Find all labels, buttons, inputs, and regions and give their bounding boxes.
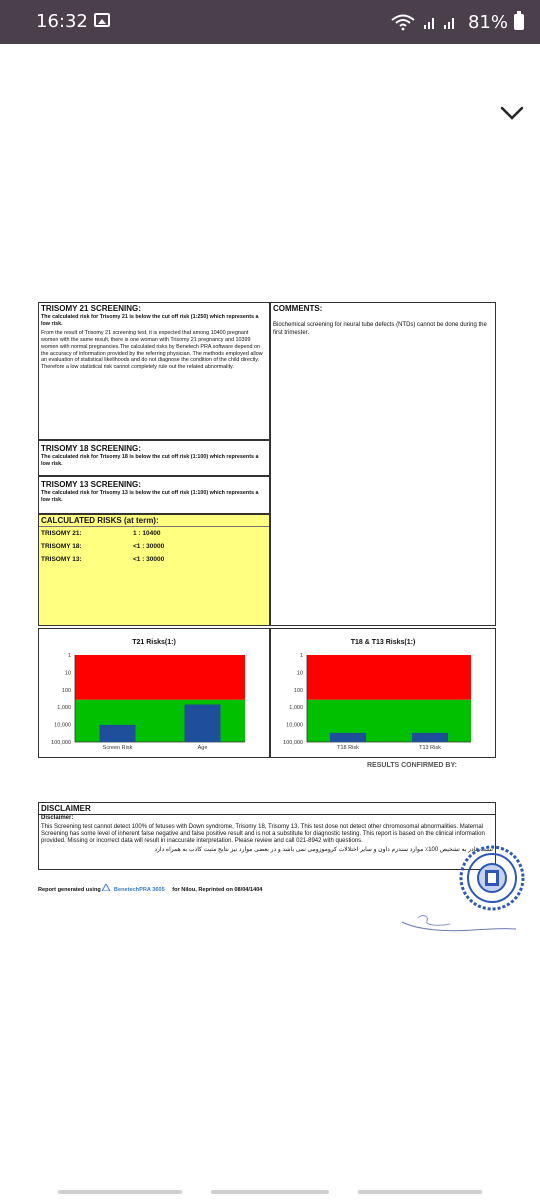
trisomy-21-title: TRISOMY 21 SCREENING: (41, 304, 141, 313)
y-tick-label: 10 (296, 670, 303, 677)
risk-row (39, 540, 269, 553)
high-risk-band (307, 655, 471, 700)
t21-chart-svg (39, 629, 269, 757)
report-footer (38, 884, 262, 893)
trisomy-18-section (38, 440, 270, 476)
t18-t13-risk-chart (270, 628, 496, 758)
navigation-bar (0, 1180, 540, 1200)
risk-row-value: <1 : 30000 (133, 543, 165, 550)
trisomy-18-summary: The calculated risk for Trisomy 18 is below the cut off risk (1:100) which represents a low risk. (41, 454, 259, 467)
benetech-logo-icon (102, 884, 112, 891)
chevron-down-icon[interactable] (498, 100, 526, 128)
t18-t13-chart-title: T18 & T13 Risks(1:) (350, 639, 416, 646)
risk-row-label: TRISOMY 18: (41, 543, 82, 550)
comments-text: Biochemical screening for neural tube defects (NTDs) cannot be done during the first trimester. (273, 322, 487, 336)
y-tick-label: 100 (293, 687, 303, 694)
y-tick-label: 1 (299, 653, 303, 659)
status-right (390, 10, 524, 34)
t21-chart-title: T21 Risks(1:) (132, 639, 176, 646)
calculated-risks-section (38, 514, 270, 626)
comments-section (270, 302, 496, 626)
disclaimer-section (38, 802, 496, 870)
trisomy-18-title: TRISOMY 18 SCREENING: (41, 444, 141, 453)
x-category-label: Age (197, 745, 208, 751)
nav-line-right (358, 1190, 482, 1194)
trisomy-13-title: TRISOMY 13 SCREENING: (41, 480, 141, 489)
t21-risk-chart (38, 628, 270, 758)
comments-title: COMMENTS: (273, 304, 323, 313)
y-tick-label: 100 (61, 687, 71, 694)
high-risk-band (75, 655, 245, 700)
risk-bar (185, 705, 221, 742)
disclaimer-text: This Screening test cannot detect 100% of fetuses with Down syndrome, Trisomy 18, Trisomy 13. This test dose not detect other chromosomal abnormalities. Maternal Screening has some level of inherent false negative and false positive result and is not a substitute for diagnostic testing. This report is based on the clinical information provided. Missing or incorrect data will result in inaccurate interpretation. Please review and call 021-8942 with questions. (41, 823, 485, 844)
wifi-icon (390, 13, 416, 31)
risk-row-label: TRISOMY 21: (41, 530, 82, 537)
trisomy-21-section (38, 302, 270, 440)
status-bar (0, 0, 540, 44)
y-tick-label: 100,000 (51, 740, 71, 746)
gallery-icon (94, 13, 110, 27)
risk-row-value: <1 : 30000 (133, 556, 165, 563)
trisomy-21-text: From the result of Trisomy 21 screening test, it is expected that among 10400 pregnant women with the same result, there is one woman with Trisomy 21 pregnancy and 10399 women with normal pregnancies.The calculated risks by Benetech PRA software depend on the accuracy of information provided by the referring physician. The methods employed allow an evaluation of statistical likelihoods and do not diagnose the condition of the child directly. Therefore a low statistical risk cannot completely rule out the related abnormality. (41, 329, 263, 371)
risk-row-value: 1 : 10400 (133, 530, 161, 537)
battery-percent: 81% (467, 11, 508, 33)
document-page (0, 44, 540, 924)
y-tick-label: 1 (67, 653, 71, 659)
nav-line-center[interactable] (211, 1190, 329, 1194)
signal-icon (422, 13, 462, 31)
risk-row (39, 553, 269, 566)
status-time: 16:32 (36, 11, 88, 32)
y-tick-label: 10,000 (54, 722, 71, 729)
y-tick-label: 1,000 (289, 705, 303, 712)
y-tick-label: 10 (64, 670, 71, 677)
x-category-label: T18 Risk (337, 745, 359, 751)
footer-suffix: for Nilou, Reprinted on 08/04/1404 (172, 887, 263, 893)
trisomy-13-section (38, 476, 270, 514)
risk-row (39, 527, 269, 540)
y-tick-label: 1,000 (57, 705, 71, 712)
disclaimer-persian: تست قادر به تشخیص 100٪ موارد سندرم داون و سایر اختلالات کروموزومی نمی باشد و در بعضی موارد نیز نتایج مثبت کاذب به همراه دارد (154, 846, 493, 853)
trisomy-13-summary: The calculated risk for Trisomy 13 is below the cut off risk (1:100) which represents a low risk. (41, 490, 259, 503)
results-confirmed-label: RESULTS CONFIRMED BY: (367, 762, 457, 769)
footer-brand: BenetechPRA 3605 (113, 887, 165, 893)
disclaimer-subtitle: Disclaimer: (41, 815, 74, 821)
x-category-label: T13 Risk (419, 745, 441, 751)
disclaimer-title: DISCLAIMER (39, 803, 495, 815)
signature-icon (398, 908, 520, 936)
y-tick-label: 10,000 (286, 722, 303, 729)
risk-row-label: TRISOMY 13: (41, 556, 82, 563)
risk-bar (100, 725, 136, 742)
lab-seal-icon (458, 844, 526, 912)
risk-bar (330, 733, 366, 742)
footer-prefix: Report generated using (38, 887, 101, 893)
x-category-label: Screen Risk (102, 745, 133, 751)
y-tick-label: 100,000 (283, 740, 303, 746)
nav-line-left (58, 1190, 182, 1194)
t18-t13-chart-svg (271, 629, 495, 757)
risk-bar (412, 733, 448, 742)
battery-icon (514, 14, 524, 30)
trisomy-21-summary: The calculated risk for Trisomy 21 is below the cut off risk (1:250) which represents a low risk. (41, 314, 259, 327)
calculated-risks-title: CALCULATED RISKS (at term): (39, 515, 269, 527)
